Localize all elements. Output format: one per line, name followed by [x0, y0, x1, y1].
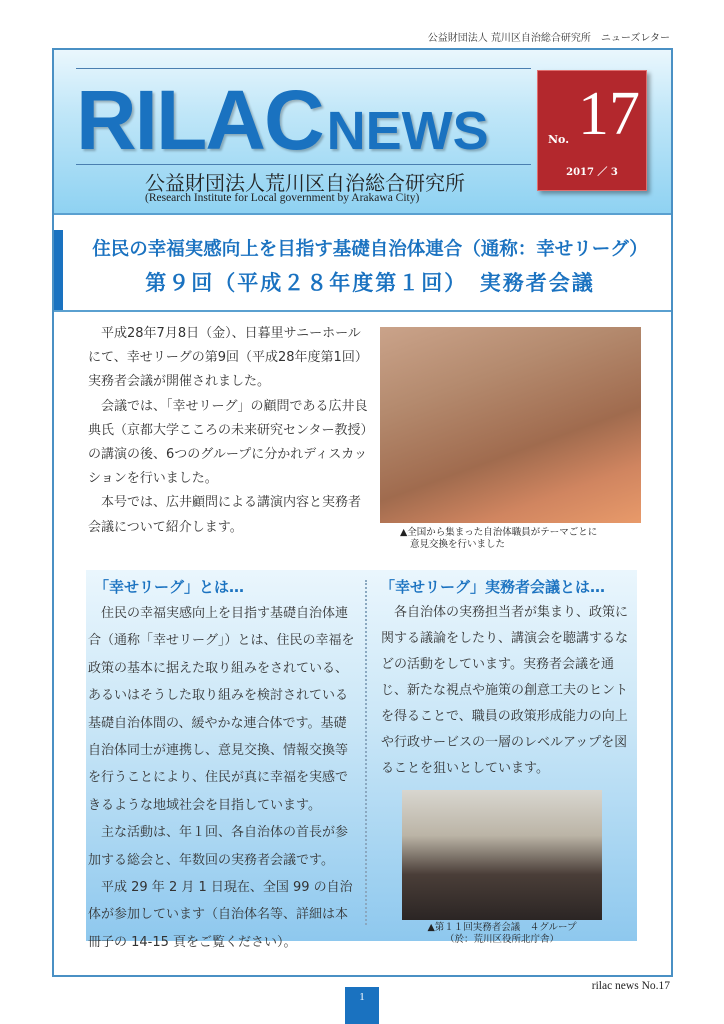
right-column-heading: 「幸せリーグ」実務者会議とは…	[380, 578, 606, 596]
intro-paragraph: 本号では、広井顧問による講演内容と実務者会議について紹介します。	[88, 495, 362, 535]
footer-issue: rilac news No.17	[591, 980, 670, 992]
meeting-hall-photo	[380, 327, 641, 523]
logo-main: RILAC	[76, 73, 323, 167]
newsletter-label: 公益財団法人 荒川区自治総合研究所 ニューズレター	[427, 33, 670, 44]
headline-line2: 第９回（平成２８年度第１回） 実務者会議	[145, 271, 595, 295]
right-column-body	[381, 600, 635, 782]
photo1-caption	[400, 527, 597, 551]
left-column-body	[88, 600, 356, 956]
group-meeting-photo	[402, 790, 602, 920]
caption-line: ▲第１１回実務者会議 ４グループ	[427, 922, 577, 933]
issue-badge	[537, 70, 647, 191]
issue-date: 2017 ／ 3	[566, 167, 618, 178]
paragraph: 住民の幸福実感向上を目指す基礎自治体連合（通称「幸せリーグ」）とは、住民の幸福を政策の基本に据えた取り組みをされている、あるいはそうした取り組みを検討されている基礎自治体間の、緩やかな連合体です。基礎自治体同士が連携し、意見交換、情報交換等を行うことにより、住民が真に幸福を実感できるような地域社会を目指しています。	[88, 606, 355, 813]
rilac-news-logo	[76, 72, 489, 169]
org-name-en: (Research Institute for Local government by Arakawa City)	[145, 192, 420, 204]
masthead-rule-top	[76, 68, 531, 69]
caption-line: ▲全国から集まった自治体職員がテーマごとに	[400, 527, 598, 538]
paragraph: 各自治体の実務担当者が集まり、政策に関する議論をしたり、講演会を聴講するなどの活動をしています。実務者会議を通じ、新たな視点や施策の創意工夫のヒントを得ることで、職員の政策形成能力の向上や行政サービスの一層のレベルアップを図ることを狙いとしています。	[381, 605, 629, 776]
org-name: 公益財団法人荒川区自治総合研究所	[145, 171, 465, 195]
headline-accent-bar	[54, 230, 63, 310]
headline-line1: 住民の幸福実感向上を目指す基礎自治体連合（通称：幸せリーグ）	[92, 239, 648, 260]
caption-line: 意見交換を行いました	[410, 539, 506, 550]
paragraph: 平成 29 年 2 月 1 日現在、全国 99 の自治体が参加しています（自治体名等、詳細は本冊子の 14-15 頁をご覧ください）。	[88, 880, 353, 950]
intro-text	[88, 322, 372, 540]
paragraph: 主な活動は、年１回、各自治体の首長が参加する総会と、年数回の実務者会議です。	[88, 825, 349, 868]
headline	[70, 236, 670, 302]
caption-line: （於：荒川区役所北庁舎）	[444, 934, 559, 945]
right-column	[381, 600, 635, 946]
column-divider	[365, 580, 367, 925]
intro-paragraph: 会議では、「幸せリーグ」の顧問である広井良典氏（京都大学こころの未来研究センター教授）の講演の後、6つのグループに分かれディスカッションを行いました。	[88, 398, 368, 487]
issue-number: 17	[578, 80, 640, 148]
headline-rule	[54, 310, 671, 312]
logo-sub: NEWS	[326, 101, 489, 161]
issue-label: No.	[548, 133, 570, 146]
intro-paragraph: 平成28年7月8日（金）、日暮里サニーホールにて、幸せリーグの第9回（平成28年度第1回）実務者会議が開催されました。	[88, 326, 368, 390]
page-number: 1	[345, 987, 379, 1024]
photo2-caption	[402, 922, 602, 946]
left-column-heading: 「幸せリーグ」とは…	[94, 578, 245, 596]
